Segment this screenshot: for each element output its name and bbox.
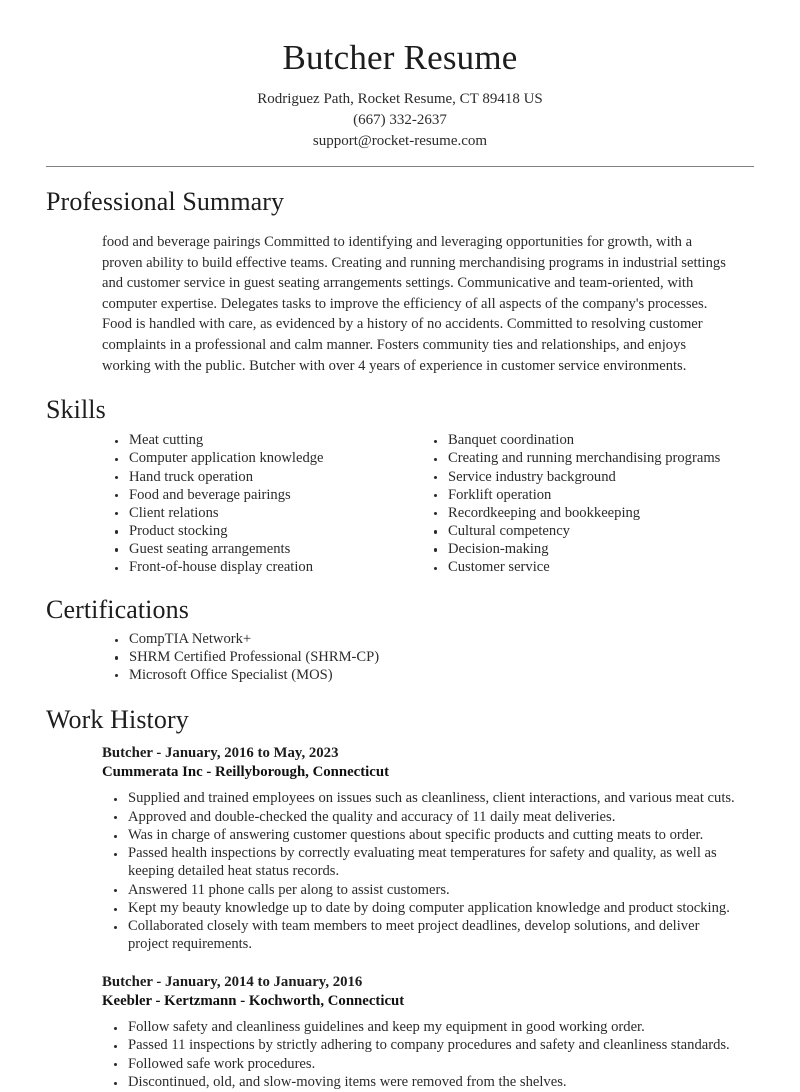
list-item: Front-of-house display creation (114, 559, 432, 577)
job-entry (46, 973, 754, 1092)
contact-address: Rodriguez Path, Rocket Resume, CT 89418 US (257, 91, 543, 108)
list-item: Collaborated closely with team members to meet project deadlines, develop solutions, and deliver project requirements. (113, 918, 754, 954)
skills-list-left (114, 432, 432, 576)
list-item: Discontinued, old, and slow-moving items were removed from the shelves. (113, 1074, 754, 1092)
job-bullets (102, 1019, 754, 1092)
section-heading-certifications: Certifications (46, 595, 189, 625)
section-heading-skills: Skills (46, 395, 106, 425)
section-heading-work-history: Work History (46, 705, 189, 735)
list-item: Service industry background (433, 469, 750, 487)
list-item: Client relations (114, 505, 432, 523)
skills-column-left (114, 432, 432, 577)
list-item: Recordkeeping and bookkeeping (433, 505, 750, 523)
job-entry (46, 744, 754, 954)
list-item: Guest seating arrangements (114, 541, 432, 559)
list-item: Creating and running merchandising programs (433, 450, 750, 468)
section-heading-summary: Professional Summary (46, 187, 285, 217)
list-item: CompTIA Network+ (114, 631, 754, 649)
contact-email: support@rocket-resume.com (312, 133, 488, 150)
job-bullets (102, 790, 754, 954)
list-item: Passed health inspections by correctly evaluating meat temperatures for safety and quality, as well as keeping detailed heat status records. (113, 845, 754, 881)
job-company: Cummerata Inc - Reillyborough, Connecticut (102, 764, 390, 781)
list-item: SHRM Certified Professional (SHRM-CP) (114, 649, 754, 667)
certifications-body (46, 631, 754, 684)
list-item: Cultural competency (433, 523, 750, 541)
list-item: Forklift operation (433, 487, 750, 505)
section-work-history (46, 704, 754, 1092)
list-item: Meat cutting (114, 432, 432, 450)
header-divider (46, 166, 754, 167)
list-item: Follow safety and cleanliness guidelines and keep my equipment in good working order. (113, 1019, 754, 1037)
list-item: Computer application knowledge (114, 450, 432, 468)
list-item: Passed 11 inspections by strictly adhering to company procedures and safety and cleanliness standards. (113, 1037, 754, 1055)
contact-phone: (667) 332-2637 (353, 112, 447, 129)
list-item: Answered 11 phone calls per along to assist customers. (113, 882, 754, 900)
work-history-body (46, 744, 754, 1092)
section-professional-summary (46, 186, 754, 376)
certifications-list (114, 631, 754, 684)
list-item: Microsoft Office Specialist (MOS) (114, 667, 754, 685)
list-item: Followed safe work procedures. (113, 1056, 754, 1074)
list-item: Kept my beauty knowledge up to date by doing computer application knowledge and product stocking. (113, 900, 754, 918)
list-item: Product stocking (114, 523, 432, 541)
job-bullet-list (113, 790, 754, 954)
contact-block (46, 89, 754, 152)
list-item: Decision-making (433, 541, 750, 559)
summary-text: food and beverage pairings Committed to identifying and leveraging opportunities for growth, with a proven ability to build effective teams. Creating and running merchandising programs in industrial settings and customer service in guest seating arrangements settings. Communicative and team-oriented, with computer expertise. Delegates tasks to improve the efficiency of all aspects of the company's processes. Food is handled with care, as evidenced by a history of no accidents. Committed to resolving customer complaints in a professional and calm manner. Fosters community ties and relationships, and enjoys working with the public. Butcher with over 4 years of experience in customer service environments. (102, 234, 726, 374)
job-title: Butcher - January, 2016 to May, 2023 (102, 745, 339, 762)
list-item: Was in charge of answering customer questions about specific products and cutting meats to order. (113, 827, 754, 845)
resume-header (46, 0, 754, 167)
job-title: Butcher - January, 2014 to January, 2016 (102, 974, 363, 991)
skills-columns (46, 432, 754, 577)
list-item: Banquet coordination (433, 432, 750, 450)
summary-body (46, 232, 754, 376)
list-item: Supplied and trained employees on issues such as cleanliness, client interactions, and various meat cuts. (113, 790, 754, 808)
list-item: Customer service (433, 559, 750, 577)
section-certifications (46, 594, 754, 684)
list-item: Food and beverage pairings (114, 487, 432, 505)
skills-column-right (432, 432, 750, 577)
page-title: Butcher Resume (282, 38, 518, 77)
list-item: Hand truck operation (114, 469, 432, 487)
job-company: Keebler - Kertzmann - Kochworth, Connecticut (102, 993, 405, 1010)
job-bullet-list (113, 1019, 754, 1092)
skills-list-right (433, 432, 750, 576)
section-skills (46, 394, 754, 577)
list-item: Approved and double-checked the quality and accuracy of 11 daily meat deliveries. (113, 809, 754, 827)
